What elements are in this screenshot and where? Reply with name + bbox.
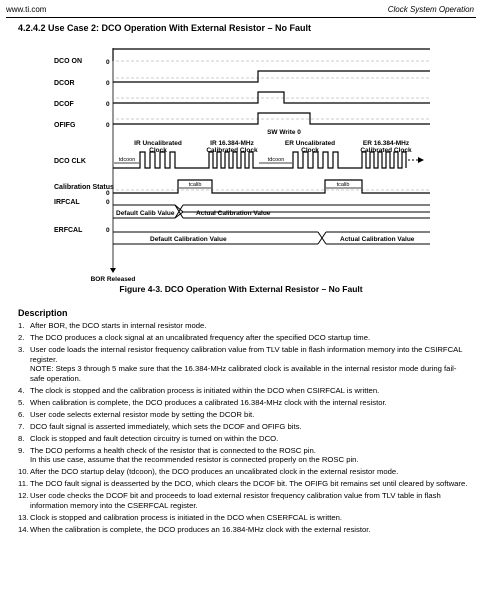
description-item-text: User code loads the internal resistor frequency calibration value from TLV table in flash information memory into the CSIRFCAL register. NOTE: Steps 3 through 5 make sure that the 16.384-MHz calibrated clock is available in the internal resistor mode during fail-safe operation. — [30, 345, 468, 383]
label-ercal: ERFCAL — [54, 227, 83, 234]
t-calib-2: tcalib — [336, 182, 350, 188]
zero-ofifg: 0 — [106, 122, 110, 129]
label-dco-on: DCO ON — [54, 58, 82, 65]
sw-write-label: SW Write 0 — [267, 129, 301, 136]
ircal-actual: Actual Calibration Value — [196, 210, 271, 217]
description-item-text: After BOR, the DCO starts in internal resistor mode. — [30, 321, 207, 330]
description-item-note: NOTE: Steps 3 through 5 make sure that the 16.384-MHz calibrated clock is available in the internal resistor mode during fail-safe operation. — [30, 364, 457, 383]
description-item — [18, 479, 468, 489]
zero-dcof: 0 — [106, 101, 110, 108]
label-dcof: DCOF — [54, 101, 74, 108]
description-item-note: In this use case, assume that the recommended resistor is connected properly on the ROSC pin. — [30, 455, 359, 465]
label-ircal: IRFCAL — [54, 199, 80, 206]
description-item-number: 13. — [18, 512, 29, 522]
description-item-number: 5. — [18, 397, 25, 407]
description-item-text: User code checks the DCOF bit and proceeds to load external resistor frequency calibration value from TLV table in flash information memory into the CSERFCAL register. — [30, 491, 441, 510]
description-item-text: The DCO produces a clock signal at an uncalibrated frequency after the specified DCO startup time. — [30, 332, 371, 342]
description-list — [18, 321, 468, 537]
clk-continue-arrow — [418, 157, 424, 163]
zero-ercal: 0 — [106, 227, 110, 234]
dcor-waveform — [113, 71, 430, 82]
description-item — [18, 422, 468, 432]
description-item-text: DCO fault signal is asserted immediately, which sets the DCOF and OFIFG bits. — [30, 421, 302, 431]
description-item — [18, 410, 468, 420]
label-ofifg: OFIFG — [54, 122, 76, 129]
ir-cal-label-2: Calibrated Clock — [206, 147, 258, 154]
label-cal-status: Calibration Status — [54, 184, 114, 191]
description-item-number: 2. — [18, 332, 25, 342]
er-uncal-label-1: ER Uncalibrated — [284, 140, 336, 147]
t-dcoon-2: tdcoon — [267, 157, 285, 163]
description-item-number: 3. — [18, 344, 25, 354]
zero-dco-on: 0 — [106, 59, 110, 66]
description-item — [18, 321, 468, 331]
description-item-number: 6. — [18, 409, 25, 419]
description-item-text: The DCO fault signal is deasserted by the DCO, which clears the DCOF bit. The OFIFG bit remains set until cleared by software. — [30, 479, 468, 489]
description-item-text: After the DCO startup delay (tdcoon), the DCO produces an uncalibrated clock in the external resistor mode. — [30, 467, 399, 477]
description-item — [18, 333, 468, 343]
description-item-text: When the calibration is complete, the DCO produces an 16.384-MHz clock with the external resistor. — [30, 524, 371, 534]
ercal-actual: Actual Calibration Value — [340, 236, 415, 243]
description-item-text: Clock is stopped and calibration process is initiated in the DCO when CSERFCAL is written. — [30, 512, 343, 522]
zero-cal-status: 0 — [106, 190, 110, 197]
ir-uncal-label-2: Clock — [149, 147, 167, 154]
er-uncal-label-2: Clock — [301, 147, 319, 154]
dcof-waveform — [113, 92, 430, 103]
ir-cal-label-1: IR 16.384-MHz — [210, 140, 254, 147]
label-dcor: DCOR — [54, 80, 75, 87]
description-item-number: 8. — [18, 433, 25, 443]
dco-clk-waveform — [113, 152, 406, 168]
ir-uncal-label-1: IR Uncalibrated — [134, 140, 182, 147]
ofifg-waveform — [113, 113, 430, 124]
section-title: 4.2.4.2 Use Case 2: DCO Operation With External Resistor – No Fault — [18, 23, 312, 33]
description-item-text: User code selects external resistor mode by setting the DCOR bit. — [30, 409, 255, 419]
description-item-number: 1. — [18, 321, 25, 330]
description-item-text: The DCO performs a health check of the resistor that is connected to the ROSC pin. In this use case, assume that the recommended resistor is connected properly on the ROSC pin. — [30, 446, 468, 465]
ircal-default: Default Calib Value — [116, 210, 175, 217]
description-item-number: 9. — [18, 445, 25, 455]
site-url: www.ti.com — [6, 5, 47, 14]
description-item-number: 14. — [18, 524, 29, 534]
description-item-number: 7. — [18, 421, 25, 431]
description-item-number: 10. — [18, 467, 29, 477]
description-heading: Description — [18, 308, 68, 318]
dco-on-waveform — [113, 49, 430, 61]
description-item-number: 12. — [18, 491, 29, 501]
description-item-text: The clock is stopped and the calibration process is initiated within the DCO when CSIRFCAL is written. — [30, 385, 380, 395]
description-item — [18, 467, 468, 477]
zero-ircal: 0 — [106, 199, 110, 206]
description-item — [18, 345, 468, 383]
ercal-default: Default Calibration Value — [150, 236, 227, 243]
cal-status-waveform — [113, 180, 430, 193]
description-item — [18, 386, 468, 396]
zero-dcor: 0 — [106, 80, 110, 87]
description-item — [18, 398, 468, 408]
description-item — [18, 434, 468, 444]
bor-released-label: BOR Released — [90, 276, 136, 283]
description-item-number: 4. — [18, 385, 25, 395]
label-dco-clk: DCO CLK — [54, 158, 86, 165]
er-cal-label-2: Calibrated Clock — [360, 147, 412, 154]
description-item — [18, 491, 468, 510]
description-item — [18, 513, 468, 523]
description-item-number: 11. — [18, 479, 29, 489]
description-item-text: Clock is stopped and fault detection circuitry is turned on within the DCO. — [30, 433, 279, 443]
description-item — [18, 446, 468, 465]
er-cal-label-1: ER 16.384-MHz — [362, 140, 410, 147]
description-item-text: When calibration is complete, the DCO produces a calibrated 16.384-MHz clock with the internal resistor. — [30, 397, 387, 407]
figure-caption: Figure 4-3. DCO Operation With External Resistor – No Fault — [119, 284, 363, 294]
timing-diagram — [0, 0, 482, 290]
section-name: Clock System Operation — [387, 5, 474, 14]
description-item — [18, 525, 468, 535]
t-dcoon-1: tdcoon — [118, 157, 136, 163]
t-calib-1: tcalib — [188, 182, 202, 188]
